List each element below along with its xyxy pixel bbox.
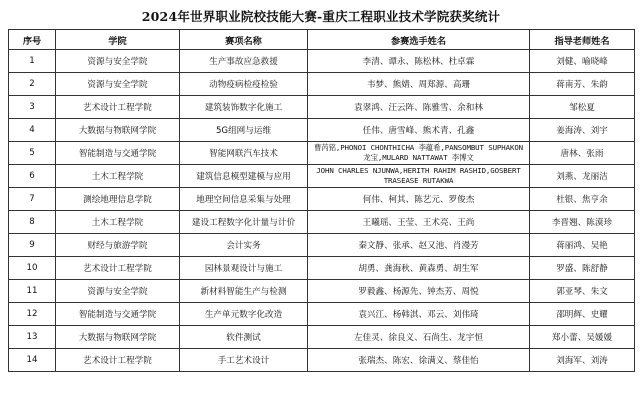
cell-college: 艺术设计工程学院 [56,257,180,280]
table-row [9,165,635,188]
cell-students: 袁翠鸿、汪云阵、陈雅雪、余和林 [308,96,530,119]
cell-students: 张瑞杰、陈宏、徐满义、蔡佳怡 [308,349,530,372]
cell-event: 动物疫病检疫检验 [180,73,308,96]
cell-no: 7 [9,188,56,211]
cell-students: 秦文静、张承、赵又池、肖漫芳 [308,234,530,257]
cell-no: 8 [9,211,56,234]
cell-college: 智能制造与交通学院 [56,142,180,165]
cell-event: 新材料智能生产与检测 [180,280,308,303]
cell-students: 任伟、唐雪峰、熊术青、孔鑫 [308,119,530,142]
cell-no: 10 [9,257,56,280]
cell-teachers: 邵明辉、史耀 [530,303,635,326]
table-row [9,234,635,257]
cell-teachers: 郭亚琴、朱文 [530,280,635,303]
header-college: 学院 [56,30,180,50]
cell-college: 测绘地理信息学院 [56,188,180,211]
table-row [9,188,635,211]
table-row [9,257,635,280]
table-row [9,326,635,349]
cell-college: 土木工程学院 [56,165,180,188]
cell-students: 何伟、柯其、陈艺元、罗俊杰 [308,188,530,211]
cell-teachers: 罗盛、陈舒静 [530,257,635,280]
cell-event: 建筑装饰数字化施工 [180,96,308,119]
cell-event: 生产事故应急救援 [180,50,308,73]
cell-students: 李清、谭永、陈松林、杜卓霖 [308,50,530,73]
cell-no: 11 [9,280,56,303]
table-row [9,142,635,165]
cell-students: 左佳灵、徐良义、石尚生、龙宇恒 [308,326,530,349]
cell-college: 智能制造与交通学院 [56,303,180,326]
cell-event: 手工艺术设计 [180,349,308,372]
cell-students: 韦梦、熊婧、周郑源、高珊 [308,73,530,96]
cell-teachers: 刘海军、刘涛 [530,349,635,372]
cell-no: 1 [9,50,56,73]
cell-college: 大数据与物联网学院 [56,119,180,142]
cell-teachers: 刘健、喻晓峰 [530,50,635,73]
cell-event: 地理空间信息采集与处理 [180,188,308,211]
document-title: 2024年世界职业院校技能大赛-重庆工程职业技术学院获奖统计 [141,9,501,24]
cell-students: JOHN CHARLES NJUNWA,HERITH RAHIM RASHID,GOSBERT TRASEASE RUTAKWA [308,165,530,188]
cell-students: 胡勇、龚海秋、黄森勇、胡生军 [308,257,530,280]
cell-no: 12 [9,303,56,326]
table-row [9,119,635,142]
table-row [9,73,635,96]
cell-no: 2 [9,73,56,96]
cell-students: 罗毅鑫、杨源先、钟杰芳、周悦 [308,280,530,303]
cell-event: 园林景观设计与施工 [180,257,308,280]
cell-teachers: 刘燕、龙丽洁 [530,165,635,188]
cell-college: 土木工程学院 [56,211,180,234]
cell-college: 财经与旅游学院 [56,234,180,257]
cell-event: 建筑信息模型建模与应用 [180,165,308,188]
cell-students: 曹芮铭,PHONOI CHONTHICHA 李蕴希,PANSOMBUT SUPHAKON 龙宝,MULARD NATTAWAT 李博文 [308,142,530,165]
cell-college: 资源与安全学院 [56,280,180,303]
cell-teachers: 郑小蕾、吴媛媛 [530,326,635,349]
cell-college: 大数据与物联网学院 [56,326,180,349]
cell-teachers: 唐林、张雨 [530,142,635,165]
cell-college: 资源与安全学院 [56,73,180,96]
table-row [9,280,635,303]
cell-students: 袁兴江、杨韩淇、邓云、刘伟琦 [308,303,530,326]
award-table [8,29,635,372]
cell-college: 资源与安全学院 [56,50,180,73]
cell-no: 6 [9,165,56,188]
cell-teachers: 蒋丽鸿、吴艳 [530,234,635,257]
cell-event: 软件测试 [180,326,308,349]
table-row [9,96,635,119]
cell-teachers: 杜银、焦亨余 [530,188,635,211]
cell-no: 9 [9,234,56,257]
header-event: 赛项名称 [180,30,308,50]
cell-no: 5 [9,142,56,165]
cell-event: 5G组网与运维 [180,119,308,142]
table-row [9,349,635,372]
header-no: 序号 [9,30,56,50]
table-row [9,50,635,73]
cell-event: 智能网联汽车技术 [180,142,308,165]
cell-no: 4 [9,119,56,142]
cell-college: 艺术设计工程学院 [56,349,180,372]
cell-no: 3 [9,96,56,119]
table-row [9,211,635,234]
cell-college: 艺术设计工程学院 [56,96,180,119]
cell-students: 王曦瑶、王莹、王术亮、王尚 [308,211,530,234]
cell-event: 建设工程数字化计量与计价 [180,211,308,234]
header-students: 参赛选手姓名 [308,30,530,50]
cell-teachers: 蒋南芳、朱韵 [530,73,635,96]
header-teachers: 指导老师姓名 [530,30,635,50]
table-header-row [9,30,635,50]
cell-no: 13 [9,326,56,349]
cell-event: 生产单元数字化改造 [180,303,308,326]
table-row [9,303,635,326]
cell-teachers: 邹松夏 [530,96,635,119]
cell-no: 14 [9,349,56,372]
cell-teachers: 李晋翘、陈漠珍 [530,211,635,234]
cell-teachers: 姜海涛、刘宇 [530,119,635,142]
cell-event: 会计实务 [180,234,308,257]
